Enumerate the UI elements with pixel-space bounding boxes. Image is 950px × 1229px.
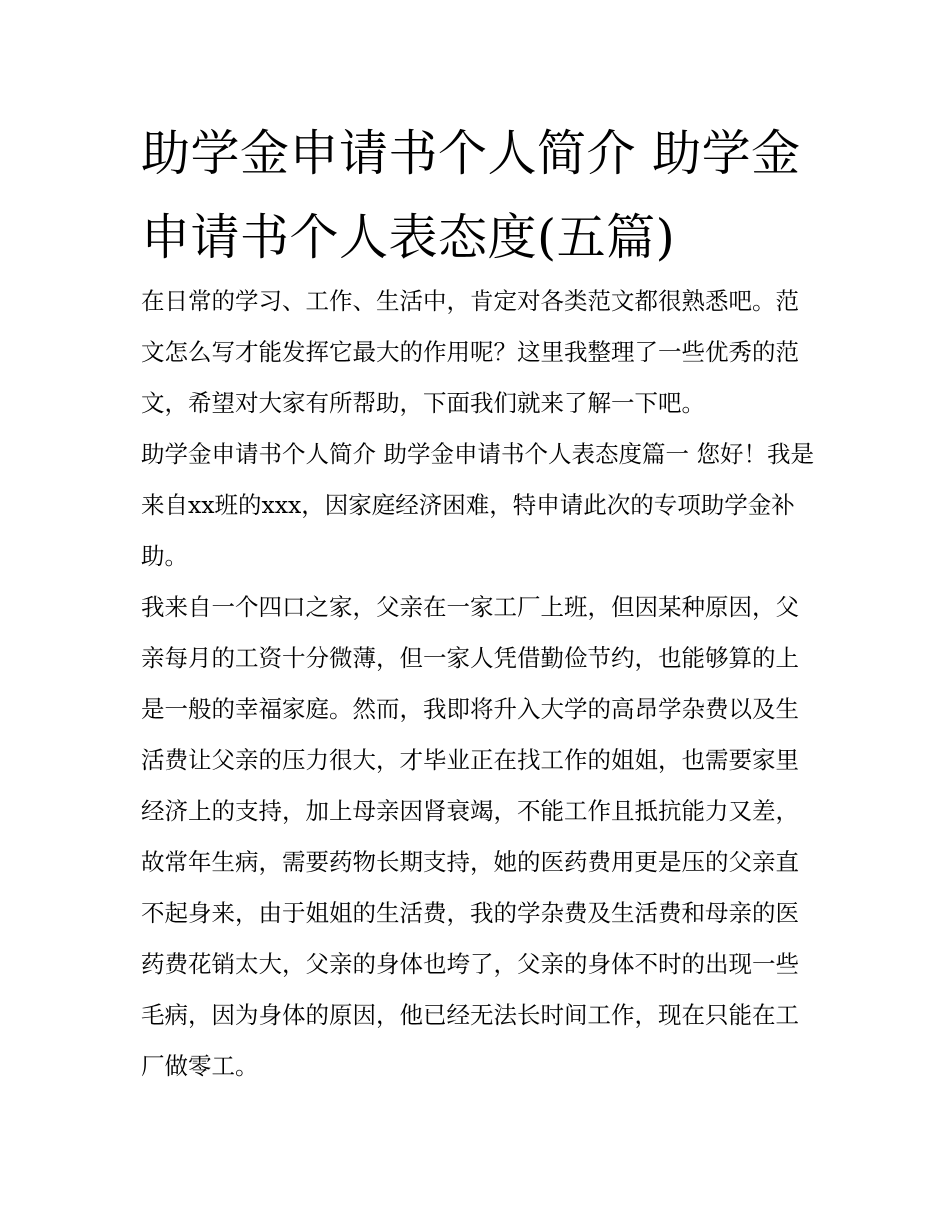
document-title: 助学金申请书个人简介 助学金申请书个人表态度(五篇): [141, 125, 801, 266]
intro-paragraph: 在日常的学习、工作、生活中，肯定对各类范文都很熟悉吧。范文怎么写才能发挥它最大的作用呢？这里我整理了一些优秀的范文，希望对大家有所帮助，下面我们就来了解一下吧。: [141, 287, 799, 417]
document-body: [141, 276, 821, 1092]
greeting-paragraph: 助学金申请书个人简介 助学金申请书个人表态度篇一 您好！我是来自xx班的xxx，因家庭经济困难，特申请此次的专项助学金补助。: [141, 440, 814, 570]
family-paragraph: 我来自一个四口之家，父亲在一家工厂上班，但因某种原因，父亲每月的工资十分微薄，但一家人凭借勤俭节约，也能够算的上是一般的幸福家庭。然而，我即将升入大学的高昂学杂费以及生活费让父亲的压力很大，才毕业正在找工作的姐姐，也需要家里经济上的支持，加上母亲因肾衰竭，不能工作且抵抗能力又差，故常年生病，需要药物长期支持，她的医药费用更是压的父亲直不起身来，由于姐姐的生活费，我的学杂费及生活费和母亲的医药费花销太大，父亲的身体也垮了，父亲的身体不时的出现一些毛病，因为身体的原因，他已经无法长时间工作，现在只能在工厂做零工。: [141, 593, 799, 1080]
